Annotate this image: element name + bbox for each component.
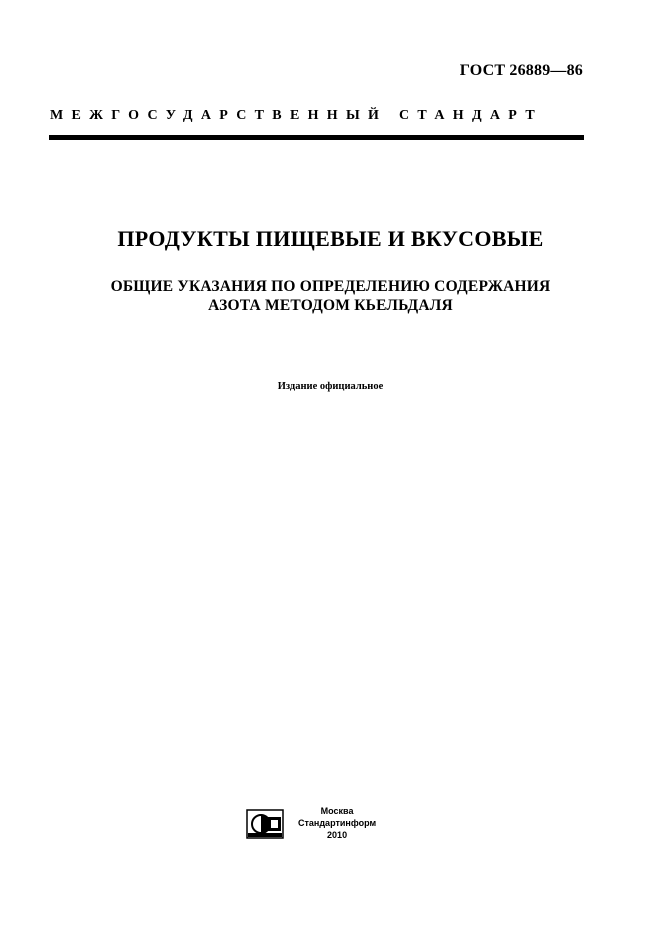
header-rule (49, 135, 584, 140)
standartinform-logo-icon (246, 809, 284, 839)
interstate-standard-banner: МЕЖГОСУДАРСТВЕННЫЙ СТАНДАРТ (50, 108, 543, 123)
official-edition-label: Издание официальное (277, 381, 384, 392)
subtitle-line-1: ОБЩИЕ УКАЗАНИЯ ПО ОПРЕДЕЛЕНИЮ СОДЕРЖАНИЯ (110, 278, 551, 295)
publisher-city: Москва (320, 806, 354, 816)
publisher-text (298, 805, 376, 841)
standard-number: ГОСТ 26889—86 (459, 62, 583, 79)
publisher-block (246, 805, 376, 841)
document-title: ПРОДУКТЫ ПИЩЕВЫЕ И ВКУСОВЫЕ (117, 226, 544, 251)
publisher-year: 2010 (327, 830, 348, 840)
publisher-name: Стандартинформ (298, 818, 377, 828)
subtitle-line-2: АЗОТА МЕТОДОМ КЬЕЛЬДАЛЯ (208, 297, 453, 314)
document-subtitle (0, 277, 661, 315)
